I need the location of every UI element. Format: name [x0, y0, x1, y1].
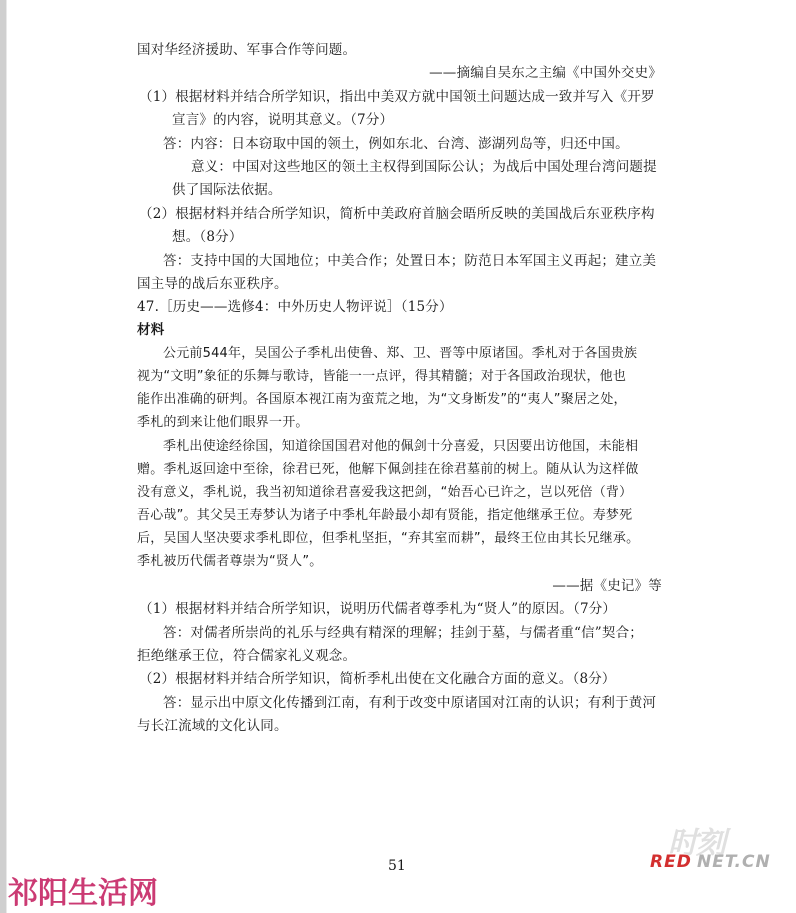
- section-heading: 47.［历史——选修4：中外历史人物评说］（15分）: [137, 299, 453, 315]
- answer-line: 答：对儒者所崇尚的礼乐与经典有精深的理解；挂剑于墓，与儒者重“信”契合；: [163, 625, 644, 641]
- rednet-watermark-grey: NET.CN: [697, 852, 771, 872]
- answer-line: 意义：中国对这些地区的领土主权得到国际公认；为战后中国处理台湾问题提: [191, 159, 657, 175]
- answer-line: 答：内容：日本窃取中国的领土，例如东北、台湾、澎湖列岛等，归还中国。: [163, 136, 629, 152]
- material-line: 后，吴国人坚决要求季札即位，但季札坚拒，“弃其室而耕”，最终王位由其长兄继承。: [137, 531, 640, 546]
- source-citation: ——摘编自吴东之主编《中国外交史》: [429, 65, 662, 81]
- material-line: 能作出准确的研判。各国原本视江南为蛮荒之地，为“文身断发”的“夷人”聚居之处，: [137, 392, 627, 407]
- material-line: 视为“文明”象征的乐舞与歌诗，皆能一一点评，得其精髓；对于各国政治现状，他也: [137, 369, 627, 384]
- question-line: 想。（8分）: [172, 229, 243, 245]
- question-line: （2）根据材料并结合所学知识，简析季札出使在文化融合方面的意义。（8分）: [139, 671, 616, 687]
- material-line: 没有意义，季札说，我当初知道徐君喜爱我这把剑，“始吾心已许之，岂以死倍（背）: [137, 485, 633, 500]
- answer-line: 拒绝继承王位，符合儒家礼义观念。: [137, 648, 357, 664]
- text-line: 国对华经济援助、军事合作等问题。: [137, 42, 357, 58]
- rednet-watermark-red: RED: [650, 852, 692, 872]
- answer-line: 答：支持中国的大国地位；中美合作；处置日本；防范日本军国主义再起；建立美: [163, 253, 657, 269]
- material-heading: 材料: [137, 322, 165, 338]
- question-line: （2）根据材料并结合所学知识，简析中美政府首脑会晤所反映的美国战后东亚秩序构: [139, 206, 655, 222]
- material-line: 吾心哉”。其父吴王寿梦认为诸子中季札年龄最小却有贤能，指定他继承王位。寿梦死: [137, 508, 633, 523]
- material-line: 公元前544年，吴国公子季札出使鲁、郑、卫、晋等中原诸国。季札对于各国贵族: [163, 346, 638, 361]
- answer-line: 答：显示出中原文化传播到江南，有利于改变中原诸国对江南的认识；有利于黄河: [163, 695, 657, 711]
- material-line: 季札被历代儒者尊崇为“贤人”。: [137, 554, 323, 569]
- question-line: 宣言》的内容，说明其意义。（7分）: [172, 112, 394, 128]
- rednet-watermark-top: 时刻: [668, 826, 724, 861]
- question-line: （1）根据材料并结合所学知识，说明历代儒者尊季札为“贤人”的原因。（7分）: [139, 601, 617, 617]
- answer-line: 国主导的战后东亚秩序。: [137, 276, 288, 292]
- page-number: 51: [388, 858, 406, 874]
- question-line: （1）根据材料并结合所学知识，指出中美双方就中国领土问题达成一致并写入《开罗: [139, 89, 655, 105]
- material-line: 季札的到来让他们眼界一开。: [137, 415, 309, 430]
- material-line: 季札出使途经徐国，知道徐国国君对他的佩剑十分喜爱，只因要出访他国，未能相: [163, 439, 639, 454]
- answer-line: 供了国际法依据。: [172, 182, 282, 198]
- site-watermark-logo: 祁阳生活网: [8, 876, 158, 911]
- answer-line: 与长江流域的文化认同。: [137, 718, 288, 734]
- material-line: 赠。季札返回途中至徐，徐君已死，他解下佩剑挂在徐君墓前的树上。随从认为这样做: [137, 462, 639, 477]
- source-citation: ——据《史记》等: [552, 578, 662, 594]
